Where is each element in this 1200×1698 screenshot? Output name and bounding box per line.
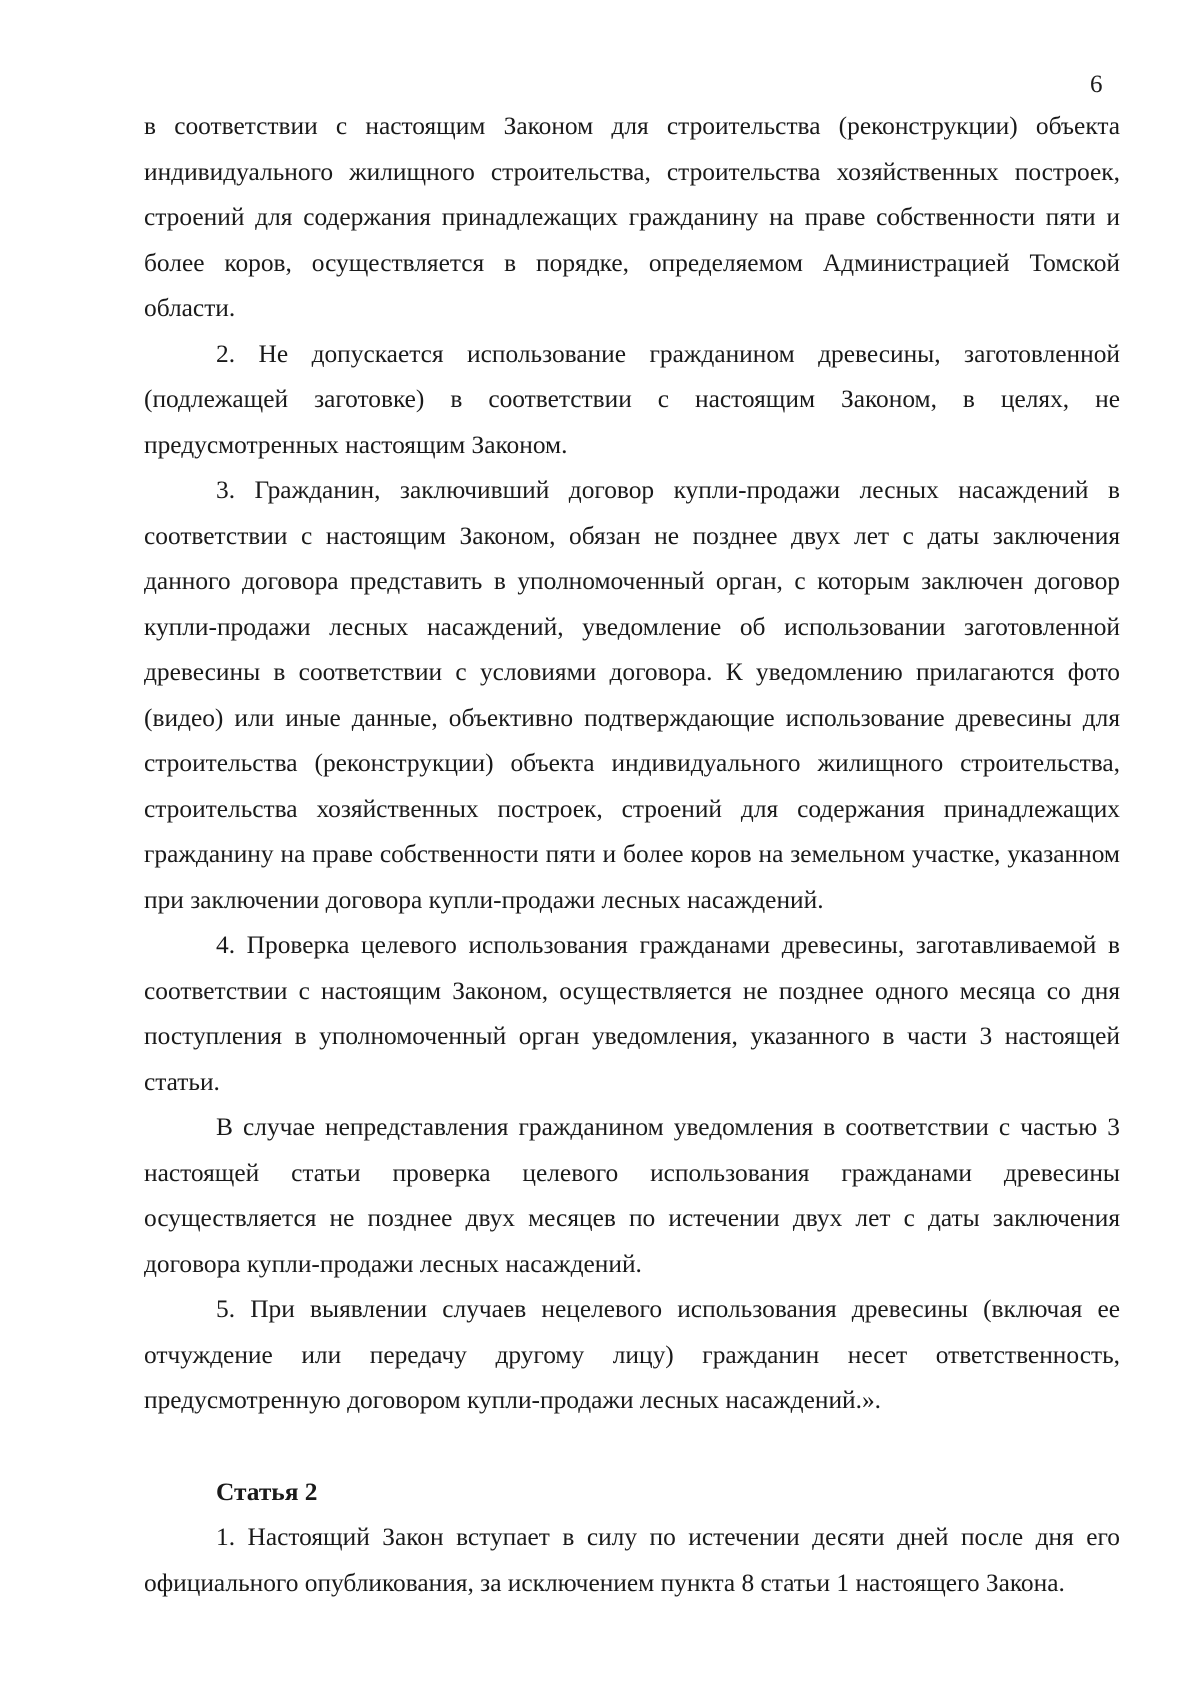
paragraph-item-2: 2. Не допускается использование гражданином древесины, заготовленной (подлежащей заготовке) в соответствии с настоящим Законом, в целях, не предусмотренных настоящим Законом. — [144, 339, 1120, 459]
page-number: 6 — [1090, 71, 1103, 98]
article-paragraph-1: 1. Настоящий Закон вступает в силу по истечении десяти дней после дня его официального опубликования, за исключением пункта 8 статьи 1 настоящего Закона. — [144, 1523, 1120, 1597]
document-body — [144, 104, 1120, 1606]
paragraph-continuation: в соответствии с настоящим Законом для строительства (реконструкции) объекта индивидуального жилищного строительства, строительства хозяйственных построек, строений для содержания принадлежащих гражданину на праве собственности пяти и более коров, осуществляется в порядке, определяемом Администрацией Томской области. — [144, 112, 1120, 322]
article-heading: Статья 2 — [216, 1477, 318, 1506]
paragraph-item-5: 5. При выявлении случаев нецелевого использования древесины (включая ее отчуждение или передачу другому лицу) гражданин несет ответственность, предусмотренную договором купли-продажи лесных насаждений.». — [144, 1295, 1120, 1414]
paragraph-item-4: 4. Проверка целевого использования гражданами древесины, заготавливаемой в соответствии с настоящим Законом, осуществляется не позднее одного месяца со дня поступления в уполномоченный орган уведомления, указанного в части 3 настоящей статьи. — [144, 931, 1120, 1096]
paragraph-item-4-continuation: В случае непредставления гражданином уведомления в соответствии с частью 3 настоящей статьи проверка целевого использования гражданами древесины осуществляется не позднее двух месяцев по истечении двух лет с даты заключения договора купли-продажи лесных насаждений. — [144, 1113, 1120, 1278]
paragraph-item-3: 3. Гражданин, заключивший договор купли-продажи лесных насаждений в соответствии с настоящим Законом, обязан не позднее двух лет с даты заключения данного договора представить в уполномоченный орган, с которым заключен договор купли-продажи лесных насаждений, уведомление об использовании заготовленной древесины в соответствии с условиями договора. К уведомлению прилагаются фото (видео) или иные данные, объективно подтверждающие использование древесины для строительства (реконструкции) объекта индивидуального жилищного строительства, строительства хозяйственных построек, строений для содержания принадлежащих гражданину на праве собственности пяти и более коров на земельном участке, указанном при заключении договора купли-продажи лесных насаждений. — [144, 476, 1120, 914]
